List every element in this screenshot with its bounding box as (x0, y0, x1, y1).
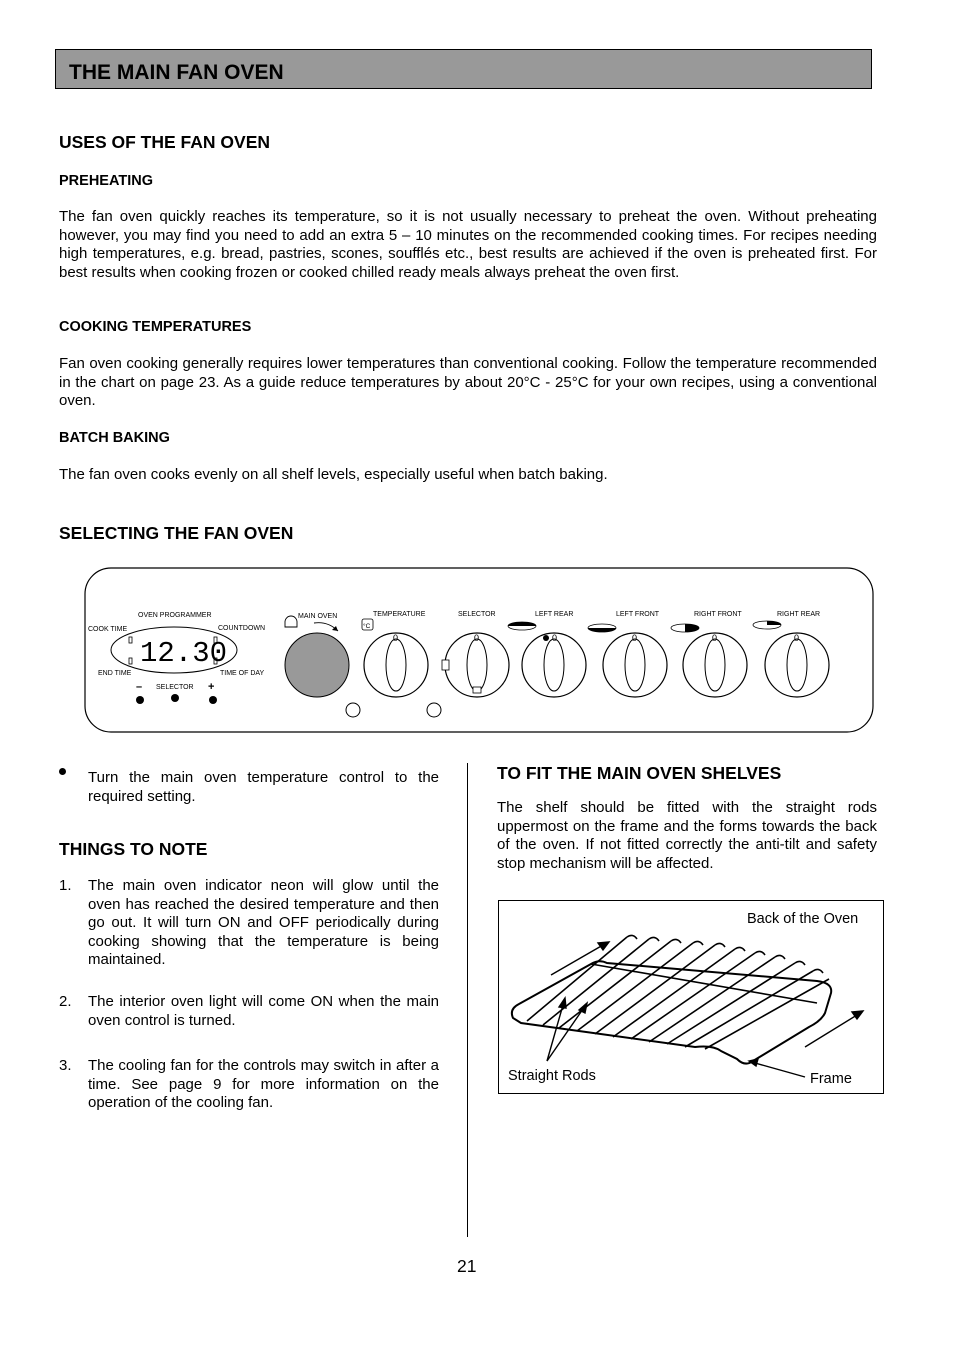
frame-pointer (755, 1063, 805, 1077)
back-arrow-left (551, 945, 603, 975)
uses-heading: USES OF THE FAN OVEN (59, 132, 270, 152)
cook-time-label: COOK TIME (88, 626, 128, 633)
back-arrow-right (805, 1015, 857, 1047)
end-time-label: END TIME (98, 670, 132, 677)
notes-heading: THINGS TO NOTE (59, 839, 208, 859)
column-divider (467, 763, 468, 1237)
selector-label: SELECTOR (156, 684, 194, 691)
page-title: THE MAIN FAN OVEN (69, 61, 284, 84)
page-number: 21 (457, 1256, 477, 1276)
right-rear-label: RIGHT REAR (777, 611, 821, 618)
selector-zero: 0 (474, 633, 480, 643)
back-of-oven-label: Back of the Oven (747, 911, 859, 927)
shelves-text: The shelf should be fitted with the straight rods uppermost on the frame and the forms towards the back of the oven. If not fitted correctly the anti-tilt and safety stop mechanism will be affected. (497, 799, 877, 872)
right-front-zero: 0 (712, 633, 718, 643)
left-rear-dual-icon (543, 635, 549, 641)
main-oven-neon-icon (285, 616, 297, 627)
left-rear-zero: 0 (552, 633, 558, 643)
straight-rods-label: Straight Rods (508, 1068, 596, 1084)
left-front-zero: 0 (632, 633, 638, 643)
celsius-label: °C (363, 623, 371, 630)
note-number: 3. (59, 1057, 72, 1074)
batch-heading: BATCH BAKING (59, 430, 170, 446)
shelf-rods (527, 937, 829, 1049)
bullet-icon (59, 768, 66, 775)
selecting-heading: SELECTING THE FAN OVEN (59, 523, 294, 543)
selector-knob-label: SELECTOR (458, 611, 496, 618)
left-front-label: LEFT FRONT (616, 611, 660, 618)
neon-right-icon (427, 703, 441, 717)
note-text: The cooling fan for the controls may switch in after a time. See page 9 for more information on the operation of the cooling fan. (88, 1057, 439, 1112)
main-oven-label: MAIN OVEN (298, 613, 338, 620)
neon-left-icon (346, 703, 360, 717)
plus-button (209, 696, 217, 704)
shelves-heading: TO FIT THE MAIN OVEN SHELVES (497, 763, 782, 783)
control-panel-illustration (84, 567, 874, 733)
page-title-bar (55, 49, 872, 89)
fan-oven-icon (473, 687, 481, 693)
countdown-label: COUNTDOWN (218, 625, 266, 632)
arrowhead-icon (598, 942, 609, 950)
preheating-text: The fan oven quickly reaches its temperature, so it is not usually necessary to preheat the oven. Without preheating however, you may find you need to add an extra 5 – 10 minutes on the recommended cooking times. For recipes needing high temperatures, e.g. bread, pastries, scones, soufflés etc., best results are achieved if the oven is preheated first. For best results when cooking frozen or cooked chilled ready meals always preheat the oven first. (59, 208, 877, 281)
temperature-label: TEMPERATURE (373, 611, 426, 618)
left-rear-label: LEFT REAR (535, 611, 574, 618)
right-front-label: RIGHT FRONT (694, 611, 742, 618)
arrowhead-icon (749, 1059, 758, 1066)
temperature-zero: 0 (393, 633, 399, 643)
temperatures-text: Fan oven cooking generally requires lower temperatures than conventional cooking. Follow the temperature recommended in the chart on page 23. As a guide reduce temperatures by about 20°C - 25°C for your own recipes, using a conventional oven. (59, 355, 877, 410)
plus-label: + (208, 681, 215, 693)
note-text: The main oven indicator neon will glow until the oven has reached the desired temperature and then go out. It will turn ON and OFF periodically during cooking showing that the temperature is being maintained. (88, 877, 439, 969)
selector-button (171, 694, 179, 702)
arrowhead-icon (559, 998, 566, 1008)
frame-label: Frame (810, 1071, 852, 1087)
shelf-diagram (498, 900, 884, 1094)
batch-text: The fan oven cooks evenly on all shelf levels, especially useful when batch baking. (59, 466, 608, 483)
note-number: 1. (59, 877, 72, 894)
minus-label: – (136, 681, 143, 693)
temperatures-heading: COOKING TEMPERATURES (59, 319, 252, 335)
note-number: 2. (59, 993, 72, 1010)
time-of-day-label: TIME OF DAY (220, 670, 265, 677)
rods-pointer (547, 1005, 563, 1061)
right-rear-zero: 0 (794, 633, 800, 643)
oven-light-icon (442, 660, 449, 670)
main-oven-light-knob (285, 633, 349, 697)
programmer-label: OVEN PROGRAMMER (138, 612, 212, 619)
note-text: The interior oven light will come ON when the main oven control is turned. (88, 993, 439, 1029)
clock-display: 12.30 (140, 637, 228, 670)
preheating-heading: PREHEATING (59, 173, 153, 189)
minus-button (136, 696, 144, 704)
bullet-text: Turn the main oven temperature control to the required setting. (88, 769, 439, 805)
